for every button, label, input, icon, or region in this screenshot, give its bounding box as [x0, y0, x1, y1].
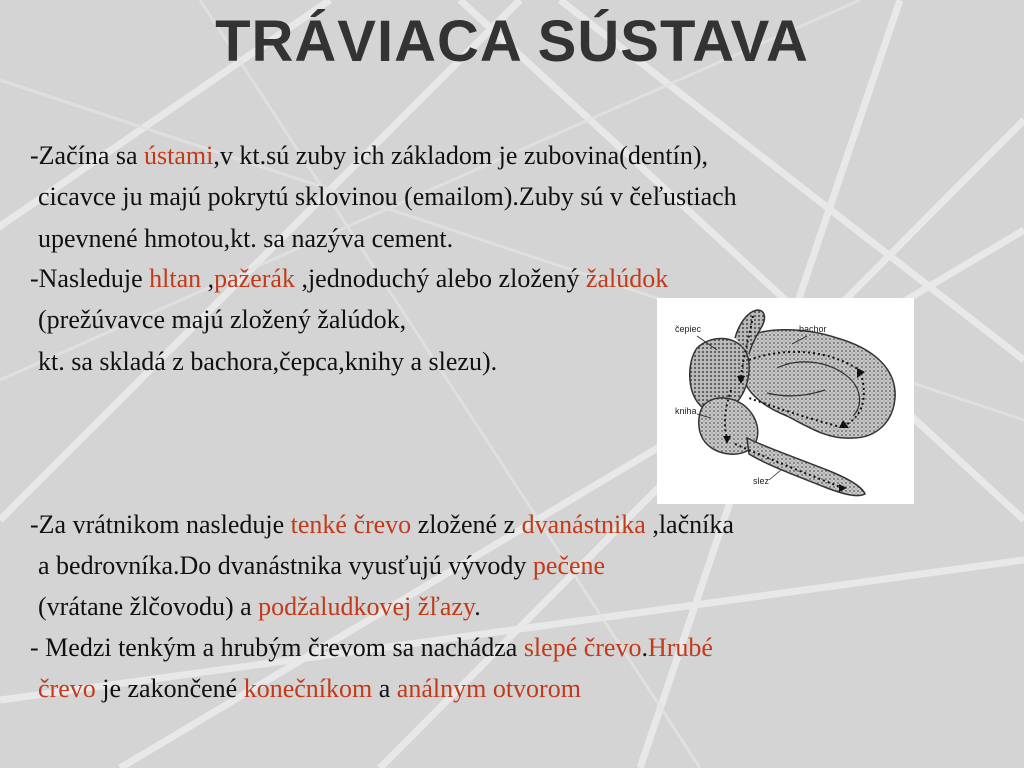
text-span: - Medzi tenkým a hrubým črevom sa nachádza — [30, 633, 524, 662]
text-line: cicavce ju majú pokrytú sklovinou (emailom).Zuby sú v čeľustiach — [38, 182, 737, 211]
highlight-term: hltan — [149, 264, 202, 293]
highlight-term: slepé črevo — [523, 633, 642, 662]
label-cepiec: čepiec — [675, 324, 702, 334]
highlight-term: ústami — [144, 141, 214, 170]
text-line — [38, 592, 481, 622]
text-span: (vrátane žlčovodu) a — [38, 592, 259, 621]
text-span: zložené z — [411, 510, 522, 539]
abomasum-shape — [747, 438, 865, 496]
text-span: . — [641, 633, 648, 662]
text-line — [30, 264, 668, 294]
text-line — [30, 633, 713, 663]
highlight-term: konečníkom — [243, 674, 373, 703]
label-kniha: kniha — [675, 406, 697, 416]
text-line: (prežúvavce majú zložený žalúdok, — [38, 305, 407, 334]
highlight-term: podžaludkovej žľazy — [258, 592, 475, 621]
text-span: , — [201, 264, 215, 293]
highlight-term: pečene — [532, 551, 606, 580]
text-span: -Za vrátnikom nasleduje — [30, 510, 291, 539]
highlight-term: Hrubé — [647, 633, 713, 662]
text-line: upevnené hmotou,kt. sa nazýva cement. — [38, 224, 454, 253]
stomach-illustration — [657, 298, 914, 504]
page-title: TRÁVIACA SÚSTAVA — [215, 9, 809, 74]
highlight-term: pažerák — [214, 264, 295, 293]
ruminant-stomach-figure — [657, 298, 914, 504]
highlight-term: črevo — [38, 674, 96, 703]
highlight-term: análnym otvorom — [396, 674, 581, 703]
text-line — [30, 510, 734, 540]
text-line — [38, 674, 581, 704]
text-line: kt. sa skladá z bachora,čepca,knihy a slezu). — [38, 347, 498, 376]
rumen-shape — [740, 330, 896, 438]
text-line — [30, 141, 708, 171]
highlight-term: dvanástnika — [521, 510, 646, 539]
text-line — [38, 551, 605, 581]
label-slez: slez — [753, 476, 770, 486]
text-span: ,jednoduchý alebo zložený — [294, 264, 586, 293]
text-span: . — [474, 592, 481, 621]
label-bachor: bachor — [799, 324, 827, 334]
highlight-term: žalúdok — [585, 264, 669, 293]
highlight-term: tenké črevo — [290, 510, 412, 539]
text-span: ,v kt.sú zuby ich základom je zubovina(dentín), — [213, 141, 708, 170]
text-span: a — [372, 674, 397, 703]
text-span: ,lačníka — [645, 510, 734, 539]
text-span: a bedrovníka.Do dvanástnika vyusťujú vývody — [38, 551, 533, 580]
text-span: -Nasleduje — [30, 264, 150, 293]
text-span: -Začína sa — [30, 141, 145, 170]
text-span: je zakončené — [95, 674, 244, 703]
